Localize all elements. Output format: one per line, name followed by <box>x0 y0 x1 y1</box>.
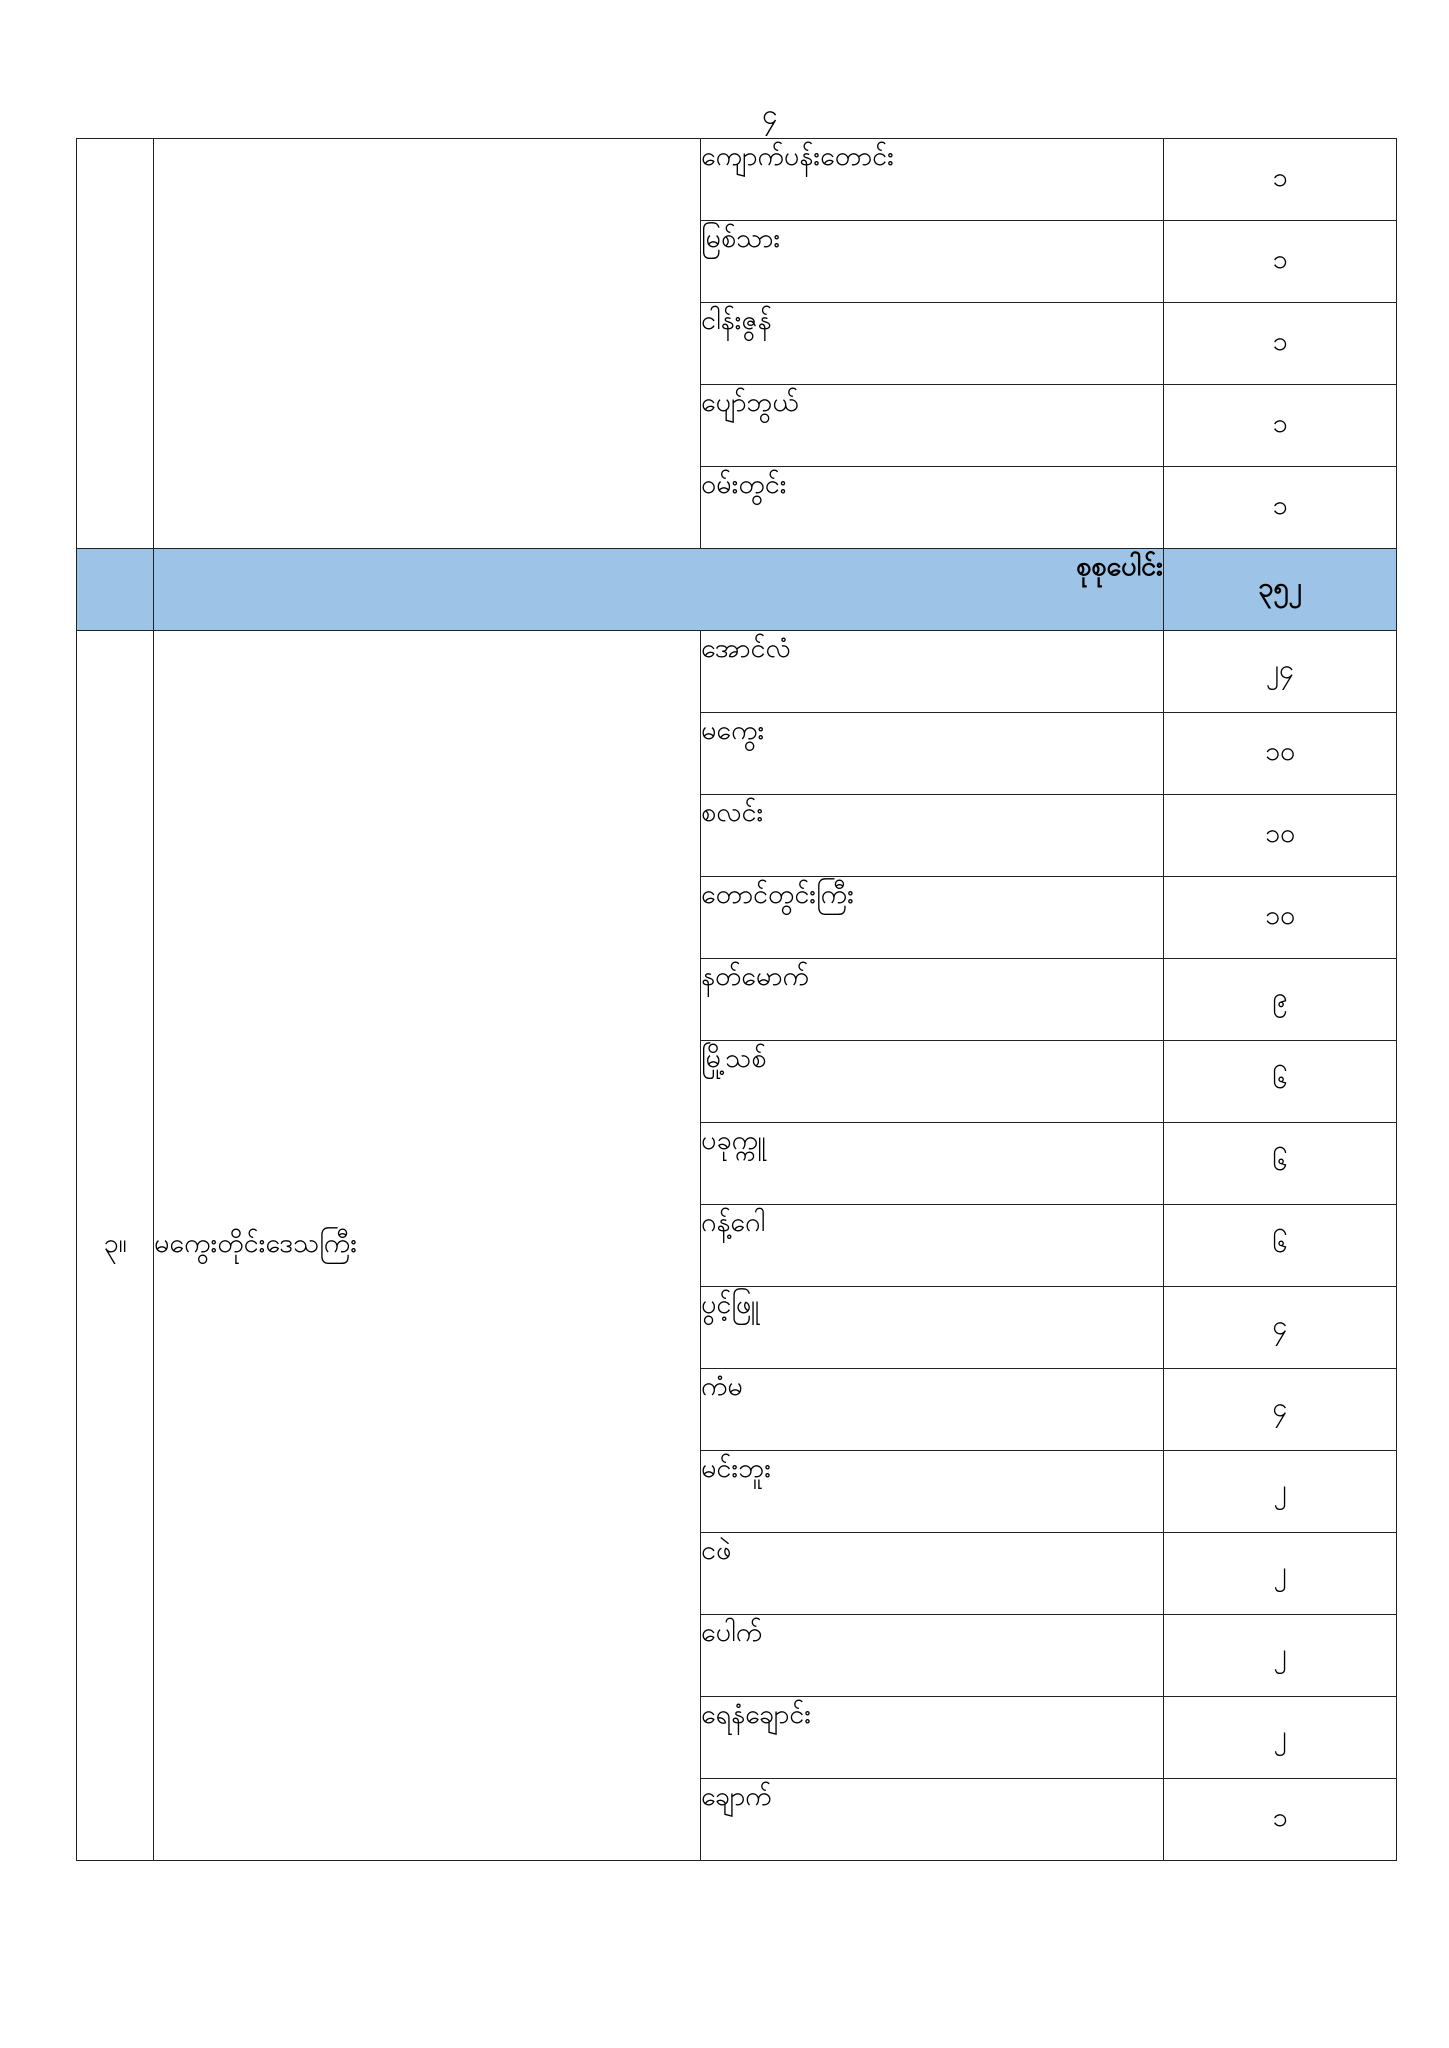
township-cell: ပေါက် <box>701 1615 1164 1697</box>
township-cell: ကျောက်ပန်းတောင်း <box>701 139 1164 221</box>
township-cell: ပျော်ဘွယ် <box>701 385 1164 467</box>
count-cell: ၉ <box>1164 959 1397 1041</box>
total-value: ၃၅၂ <box>1164 549 1397 631</box>
township-cell: ငဖဲ <box>701 1533 1164 1615</box>
township-cell: ဝမ်းတွင်း <box>701 467 1164 549</box>
township-cell: ရေနံချောင်း <box>701 1697 1164 1779</box>
township-cell: မြစ်သား <box>701 221 1164 303</box>
township-cell: နတ်မောက် <box>701 959 1164 1041</box>
township-cell: ဂန့်ဂေါ <box>701 1205 1164 1287</box>
count-cell: ၁၀ <box>1164 795 1397 877</box>
count-cell: ၁ <box>1164 1779 1397 1861</box>
count-cell: ၆ <box>1164 1041 1397 1123</box>
count-cell: ၄ <box>1164 1287 1397 1369</box>
count-cell: ၂ <box>1164 1451 1397 1533</box>
count-cell: ၂ <box>1164 1615 1397 1697</box>
count-cell: ၁ <box>1164 303 1397 385</box>
page-number: ၄ <box>762 98 778 131</box>
region-cell <box>154 139 701 549</box>
township-cell: ငါန်းဇွန် <box>701 303 1164 385</box>
count-cell: ၄ <box>1164 1369 1397 1451</box>
count-cell: ၆ <box>1164 1205 1397 1287</box>
township-cell: မကွေး <box>701 713 1164 795</box>
township-cell: ချောက် <box>701 1779 1164 1861</box>
township-cell: မြို့သစ် <box>701 1041 1164 1123</box>
count-cell: ၁ <box>1164 139 1397 221</box>
township-table <box>76 138 1397 1861</box>
count-cell: ၂ <box>1164 1697 1397 1779</box>
count-cell: ၁ <box>1164 385 1397 467</box>
township-cell: မင်းဘူး <box>701 1451 1164 1533</box>
section-number: ၃။ <box>77 631 154 1861</box>
count-cell: ၂ <box>1164 1533 1397 1615</box>
count-cell: ၁၀ <box>1164 713 1397 795</box>
count-cell: ၂၄ <box>1164 631 1397 713</box>
township-cell: စလင်း <box>701 795 1164 877</box>
township-cell: ပွင့်ဖြူ <box>701 1287 1164 1369</box>
region-name: မကွေးတိုင်းဒေသကြီး <box>154 631 701 1861</box>
total-label: စုစုပေါင်း <box>154 549 1164 631</box>
count-cell: ၁ <box>1164 221 1397 303</box>
table-row <box>77 631 1397 713</box>
table-row <box>77 139 1397 221</box>
township-cell: ပခုက္ကူ <box>701 1123 1164 1205</box>
total-row <box>77 549 1397 631</box>
total-blank-cell <box>77 549 154 631</box>
number-cell <box>77 139 154 549</box>
count-cell: ၁၀ <box>1164 877 1397 959</box>
count-cell: ၁ <box>1164 467 1397 549</box>
township-cell: ကံမ <box>701 1369 1164 1451</box>
township-cell: အောင်လံ <box>701 631 1164 713</box>
count-cell: ၆ <box>1164 1123 1397 1205</box>
township-cell: တောင်တွင်းကြီး <box>701 877 1164 959</box>
